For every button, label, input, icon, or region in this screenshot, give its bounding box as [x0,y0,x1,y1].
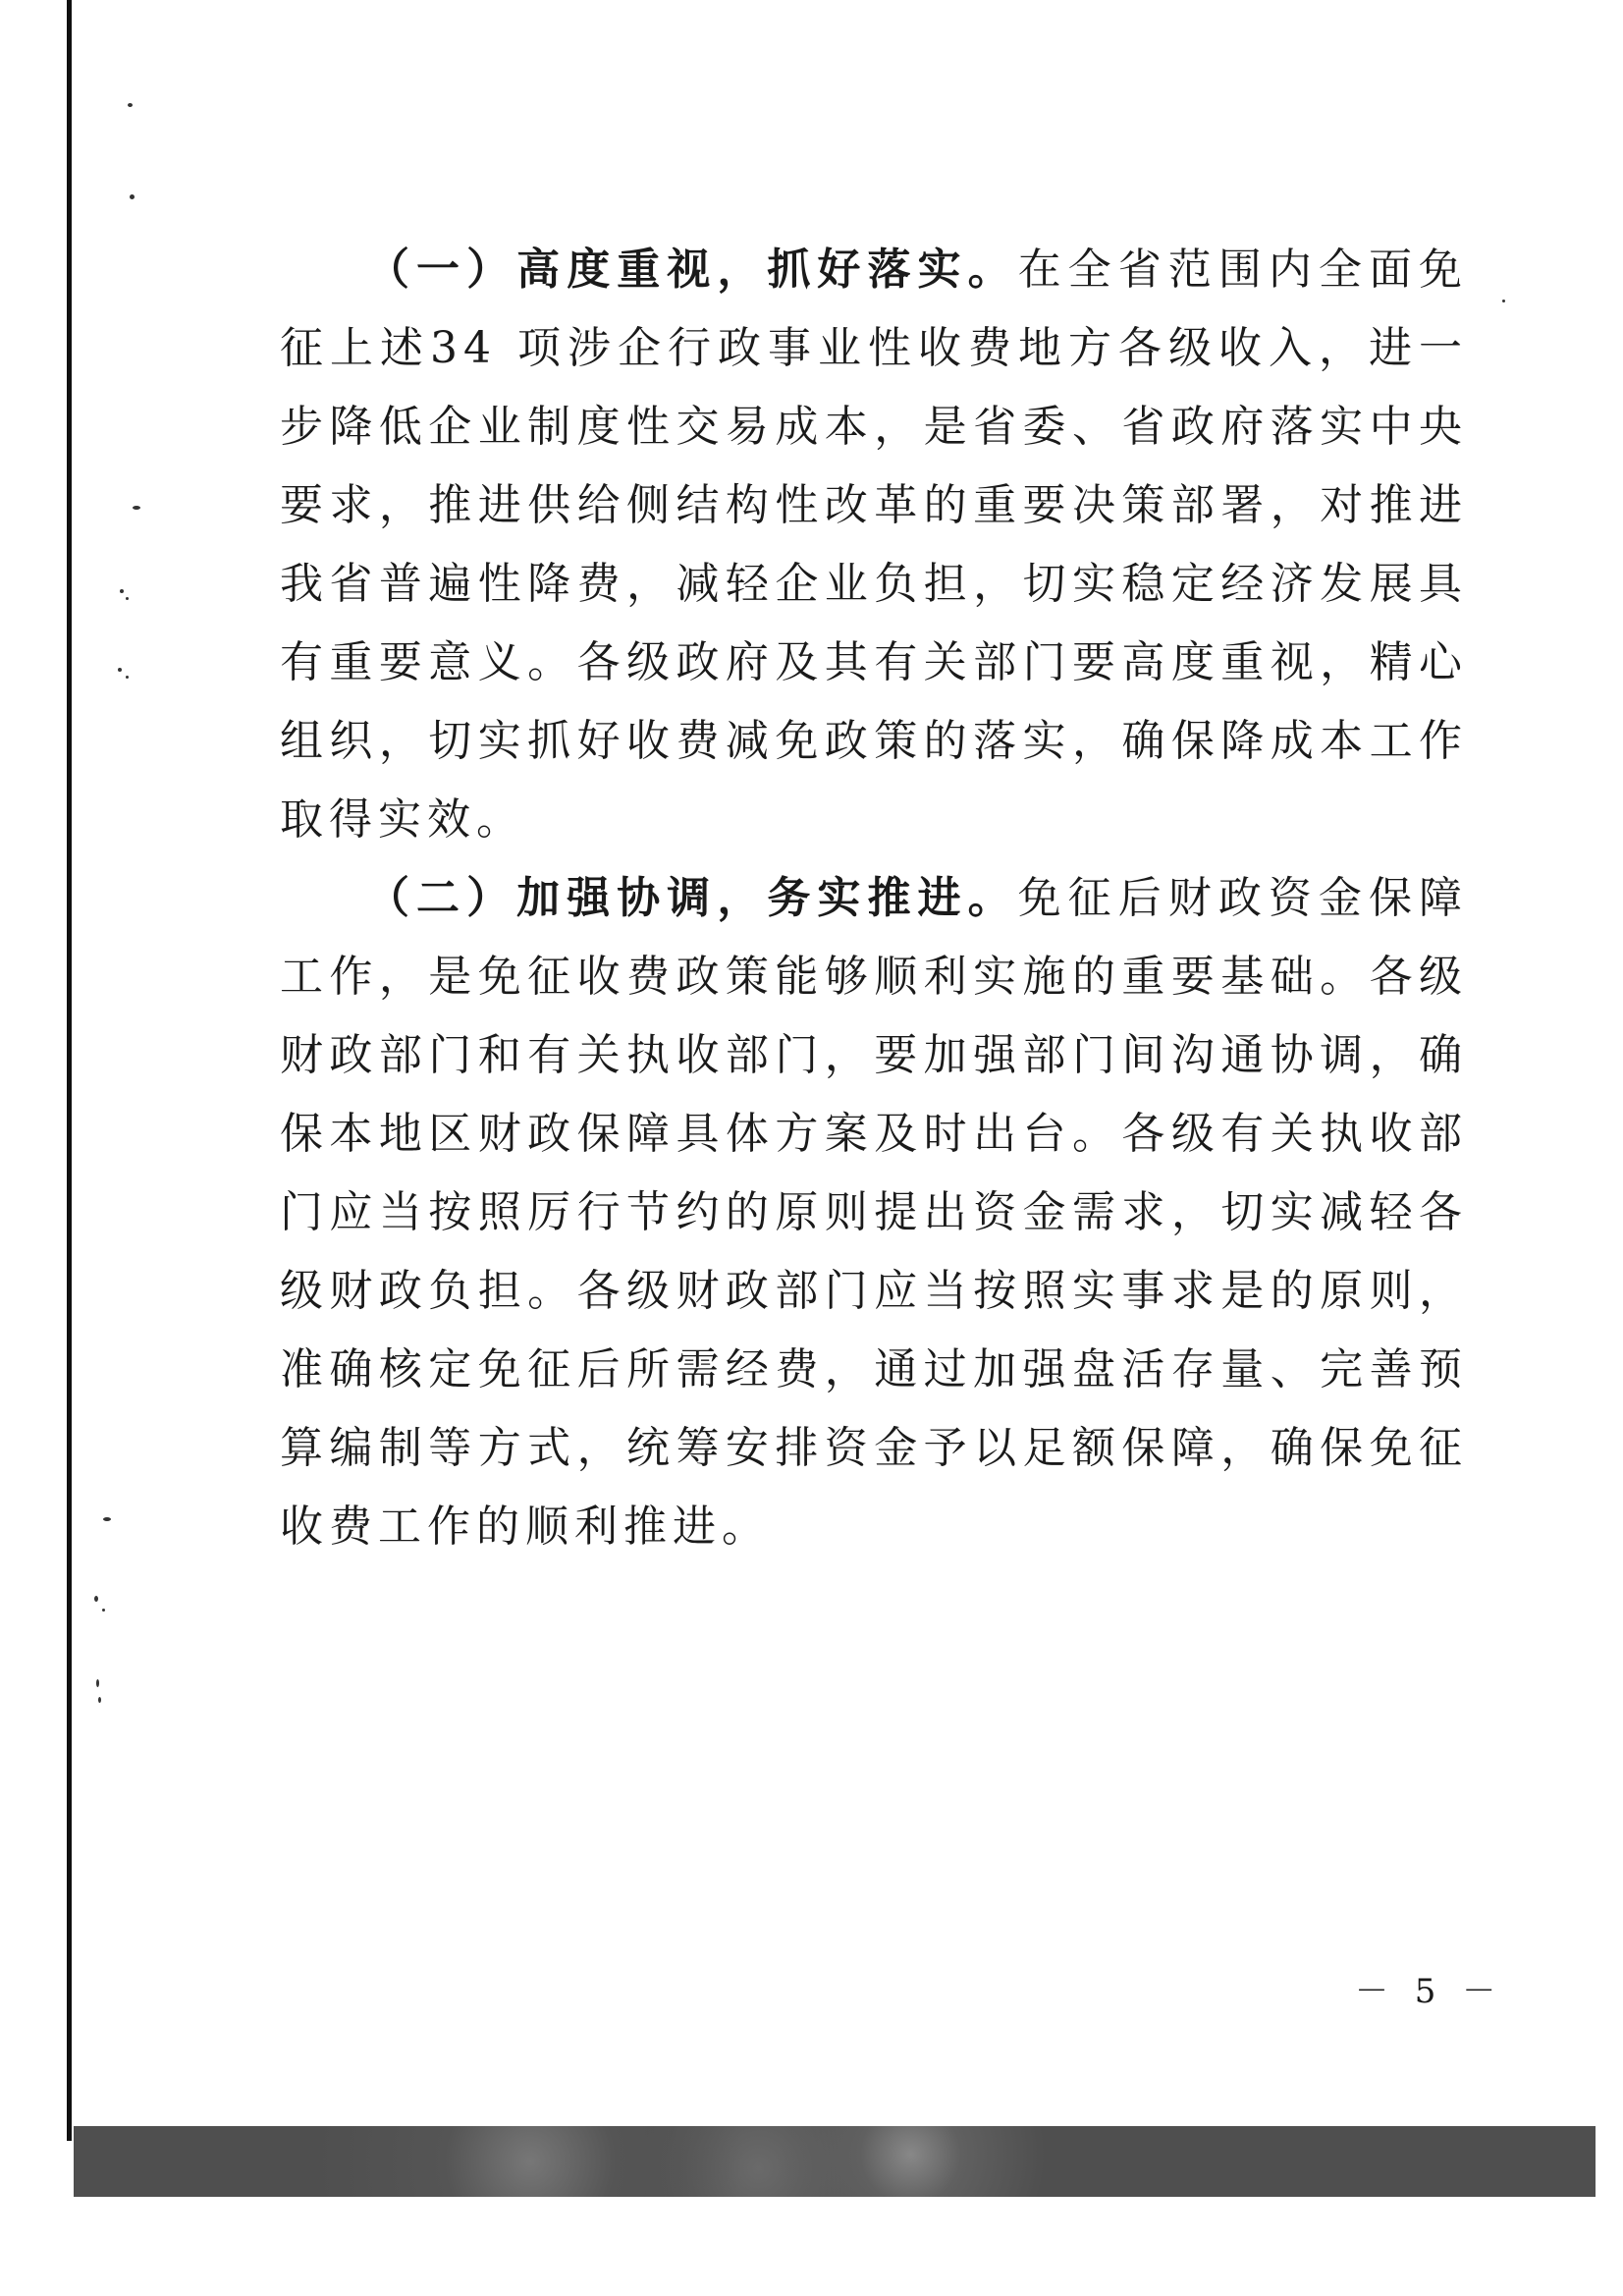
scan-speck [128,103,133,107]
scan-binding-line [67,0,72,2141]
page-number: － 5 － [1355,1972,1504,2011]
scan-speck [120,589,124,593]
paragraph-1 [280,231,1468,859]
body-text [280,231,1468,1566]
scan-speck [126,676,129,679]
paragraph-1-body: 在全省范围内全面免征上述34 项涉企行政事业性收费地方各级收入，进一步降低企业制度性交易成本，是省委、省政府落实中央要求，推进供给侧结构性改革的重要决策部署，对推进我省普遍性降费，减轻企业负担，切实稳定经济发展具有重要意义。各级政府及其有关部门要高度重视，精心组织，切实抓好收费减免政策的落实，确保降成本工作取得实效。 [280,245,1469,845]
paragraph-2-body: 免征后财政资金保障工作，是免征收费政策能够顺利实施的重要基础。各级财政部门和有关执收部门，要加强部门间沟通协调，确保本地区财政保障具体方案及时出台。各级有关执收部门应当按照厉行节约的原则提出资金需求，切实减轻各级财政负担。各级财政部门应当按照实事求是的原则，准确核定免征后所需经费，通过加强盘活存量、完善预算编制等方式，统筹安排资金予以足额保障，确保免征收费工作的顺利推进。 [280,873,1469,1552]
scan-speck [94,1596,98,1602]
scan-edge-band [74,2126,1596,2197]
scan-speck [102,1609,105,1612]
scan-speck [98,1697,101,1703]
scan-speck [126,597,129,600]
paragraph-2 [280,859,1468,1566]
scan-speck [96,1679,99,1687]
paragraph-1-heading: （一）高度重视，抓好落实。 [366,245,1018,295]
scan-speck [133,506,140,510]
scan-speck [118,668,122,672]
paragraph-2-heading: （二）加强协调，务实推进。 [366,873,1018,923]
scan-speck [1502,300,1505,302]
scan-speck [130,194,135,199]
scan-speck [103,1517,111,1521]
